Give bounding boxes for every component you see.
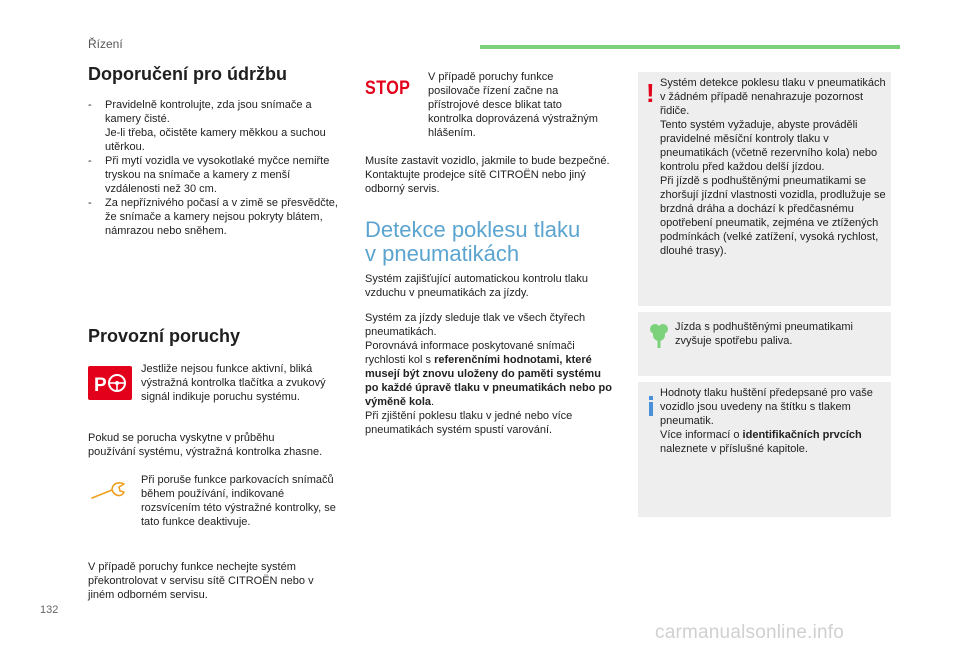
tyre-desc-part: Systém za jízdy sleduje tlak ve všech čtyřech pneumatikách. Porovnává informace poskytované snímači rychlosti kol s bbox=[365, 312, 586, 366]
tyre-section-title bbox=[365, 218, 580, 266]
fault-paragraph: Pokud se porucha vyskytne v průběhu používání systému, výstražná kontrolka zhasne. bbox=[88, 432, 323, 458]
info-text-part: naleznete v příslušné kapitole. bbox=[660, 443, 808, 455]
list-item: - Za nepříznivého počasí a v zimě se přesvědčte, že snímače a kamery nejsou pokryty blátem, námrazou nebo sněhem. bbox=[88, 196, 346, 238]
chapter-bar bbox=[480, 45, 900, 49]
svg-text:P: P bbox=[94, 375, 107, 396]
eco-text: Jízda s podhuštěnými pneumatikami zvyšuje spotřebu paliva. bbox=[675, 321, 853, 347]
wrench-fault-text: Při poruše funkce parkovacích snímačů během používání, indikované rozsvícením této výstražné kontrolky, se tato funkce deaktivuje. bbox=[141, 474, 336, 528]
stop-label: STOP bbox=[365, 78, 411, 99]
info-box bbox=[638, 382, 891, 517]
eco-leaf-icon bbox=[648, 320, 670, 350]
tyre-title-line1: Detekce poklesu tlaku bbox=[365, 217, 581, 242]
stop-text: V případě poruchy funkce posilovače řízení začne na přístrojové desce blikat tato kontrolka doprovázená výstražným hlášením. bbox=[428, 71, 598, 139]
eco-box bbox=[638, 312, 891, 376]
tyre-title-line2: v pneumatikách bbox=[365, 241, 520, 266]
maintenance-title: Doporučení pro údržbu bbox=[88, 64, 287, 84]
park-fault-text: Jestliže nejsou funkce aktivní, bliká výstražná kontrolka tlačítka a zvukový signál indikuje poruchu systému. bbox=[141, 363, 326, 403]
maintenance-list bbox=[88, 98, 346, 238]
tyre-intro: Systém zajišťující automatickou kontrolu tlaku vzduchu v pneumatikách za jízdy. bbox=[365, 273, 588, 299]
tyre-description bbox=[365, 311, 615, 437]
warning-text: Systém detekce poklesu tlaku v pneumatikách v žádném případě nenahrazuje pozornost řidiče. Tento systém vyžaduje, abyste prováděli pravidelné měsíční kontroly tlaku v pneumatikách (včetně rezervního kola) nebo kontrolu před každou delší jízdou. Při jízdě s podhuštěnými pneumatikami se zhoršují jízdní vlastnosti vozidla, prodlužuje se brzdná dráha a dochází k předčasnému opotřebení pneumatik, zejména ve ztížených podmínkách (velké zatížení, vysoká rychlost, dlouhé trasy). bbox=[660, 77, 886, 257]
stop-icon bbox=[365, 78, 410, 100]
watermark: carmanualsonline.info bbox=[655, 622, 845, 643]
warning-box bbox=[638, 72, 891, 306]
chapter-title: Řízení bbox=[88, 37, 123, 51]
wrench-icon bbox=[88, 474, 128, 504]
info-text-part: Hodnoty tlaku huštění předepsané pro vaše vozidlo jsou uvedeny na štítku s tlakem pneumatik. Více informací o bbox=[660, 387, 873, 441]
park-assist-warning-icon bbox=[88, 366, 132, 400]
faults-title: Provozní poruchy bbox=[88, 326, 241, 346]
info-icon bbox=[648, 396, 654, 416]
info-text bbox=[660, 386, 886, 456]
list-item: - Při mytí vozidla ve vysokotlaké myčce nemiřte tryskou na snímače a kamery z menší vzdálenosti než 30 cm. bbox=[88, 154, 346, 196]
tyre-desc-part: . Při zjištění poklesu tlaku v jedné nebo více pneumatikách systém spustí varování. bbox=[365, 396, 573, 436]
list-item: - Pravidelně kontrolujte, zda jsou snímače a kamery čisté. Je-li třeba, očistěte kamery měkkou a suchou utěrkou. bbox=[88, 98, 346, 154]
tyre-desc-bold: referenčními hodnotami, které musejí být znovu uloženy do paměti systému po každé úpravě tlaku v pneumatikách nebo po výměně kola bbox=[365, 354, 612, 408]
warning-icon: ! bbox=[646, 78, 655, 108]
stop-paragraph: Musíte zastavit vozidlo, jakmile to bude bezpečné. Kontaktujte prodejce sítě CITROËN nebo jiný odborný servis. bbox=[365, 155, 610, 195]
page-number: 132 bbox=[40, 604, 59, 616]
service-paragraph: V případě poruchy funkce nechejte systém překontrolovat v servisu sítě CITROËN nebo v jiném odborném servisu. bbox=[88, 561, 314, 601]
info-text-bold: identifikačních prvcích bbox=[742, 429, 862, 441]
